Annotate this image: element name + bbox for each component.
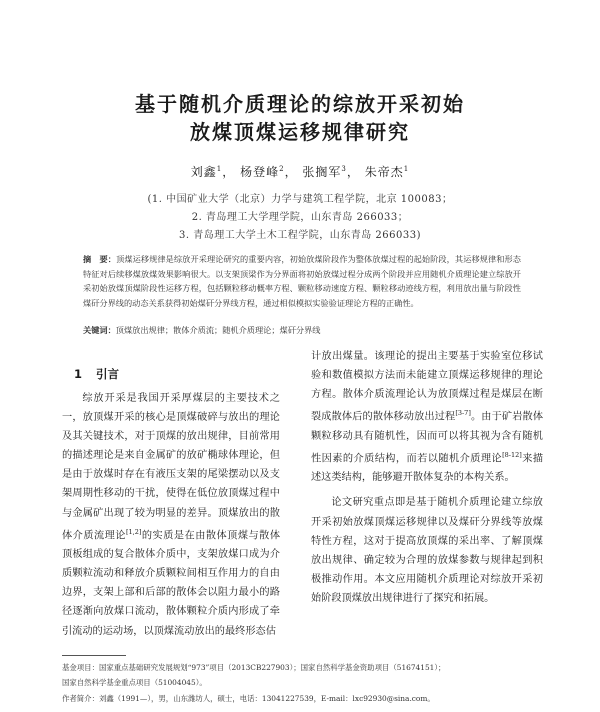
footnote-funding: 基金项目：国家重点基础研究发展规划“973”项目（2013CB227903）；国家自然科学基金资助项目（51674151）； xyxy=(62,663,446,672)
affiliation-2: 2. 青岛理工大学理学院，山东青岛 266033； xyxy=(191,212,409,223)
body-column-right xyxy=(311,347,543,608)
keywords-text: 顶煤放出规律；散体介质流；随机介质理论；煤矸分界线 xyxy=(115,325,321,335)
body-paragraph xyxy=(62,389,280,641)
author-affiliation-mark: 2 xyxy=(279,165,285,173)
author-affiliation-mark: 3 xyxy=(341,165,347,173)
body-text: 计放出煤量。该理论的提出主要基于实验室位移试验和数值模拟方法而未能建立顶煤运移规律的理论方程。散体介质流理论认为放顶煤过程是煤层在断裂成散体后的散体移动放出过程 xyxy=(311,351,543,423)
abstract xyxy=(83,252,521,310)
paper-title-line-1: 基于随机介质理论的综放开采初始 xyxy=(135,92,465,116)
citation: [1,2] xyxy=(125,527,142,536)
author-affiliation-mark: 1 xyxy=(216,165,223,173)
author-name: 朱帝杰 xyxy=(364,165,404,179)
section-heading xyxy=(74,366,119,382)
section-number: 1 xyxy=(74,367,83,381)
keywords xyxy=(83,325,521,336)
body-text: 。由于矿岩散体颗粒移动具有随机性，因而可以将其视为含有随机性因素的介质结构，而若以随机介质理论 xyxy=(311,411,544,465)
footnote-divider xyxy=(62,655,126,656)
affiliation-1: (1. 中国矿业大学（北京）力学与建筑工程学院，北京 100083； xyxy=(147,194,453,205)
abstract-label: 摘 要： xyxy=(83,254,117,264)
body-text: 来描述这类结构，能够避开散体复杂的本构关系。 xyxy=(311,453,544,484)
affiliation-3: 3. 青岛理工大学土木工程学院，山东青岛 266033) xyxy=(179,230,421,241)
author-name: 张搁军 xyxy=(302,165,342,179)
abstract-text: 顶煤运移规律是综放开采理论研究的重要内容，初始放煤阶段作为整体放煤过程的起始阶段，其运移规律和形态特征对后续移煤放煤效果影响很大。以支架顶梁作为分界面将初始放煤过程分成两个阶段并应用随机介质理论建立综放开采初始放煤顶煤阶段性运移方程，包括颗粒移动概率方程、颗粒移动速度方程、颗粒移动迹线方程，利用放出量与阶段性煤矸分界线的动态关系获得初始煤矸分界线方程，通过相似模拟实验验证理论方程的正确性。 xyxy=(83,254,521,308)
body-text: 的实质是在由散体顶煤与散体顶板组成的复合散体介质中，支架放煤口成为介质颗粒流动和释放介质颗粒间相互作用力的自由边界，支架上部和后部的散体会以阻力最小的路径逐渐向放煤口流动，散体颗粒介质内形成了牵引流动的运动场，以顶煤流动放出的最终形态估 xyxy=(62,530,281,637)
author-name: 刘鑫 xyxy=(190,165,217,179)
body-paragraph: 论文研究重点即是基于随机介质理论建立综放开采初始放煤顶煤运移规律以及煤矸分界线等放煤特性方程，这对于提高放顶煤的采出率、了解顶煤放出规律、确定较为合理的放煤参数与规律起到积极推动作用。本文应用随机介质理论对综放开采初始阶段顶煤放出规律进行了探究和拓展。 xyxy=(311,497,543,604)
author-affiliation-mark: 1 xyxy=(403,165,410,173)
footnote-funding-cont: 国家自然科学基金重点项目（51004045）。 xyxy=(62,678,207,687)
section-title: 引言 xyxy=(96,367,120,381)
body-paragraph xyxy=(311,347,543,487)
body-text: 综放开采是我国开采厚煤层的主要技术之一，放顶煤开采的核心是顶煤破碎与放出的理论及其关键技术，对于顶煤的放出规律，目前常用的描述理论是来自金属矿的放矿椭球体理论，但是由于放煤时存在有液压支架的尾梁摆动以及支架周期性移动的干扰，使得在低位放顶煤过程中与金属矿出现了较为明显的差异。顶煤放出的散体介质流理论 xyxy=(62,393,280,542)
paper-title-line-2: 放煤顶煤运移规律研究 xyxy=(190,120,410,144)
author-list: 刘鑫$^1$， 杨登峰$^2$， 张搁军$^3$， 朱帝杰$^1$ xyxy=(190,165,410,179)
author-name: 杨登峰 xyxy=(240,165,280,179)
keywords-label: 关键词： xyxy=(83,325,116,335)
body-column-left xyxy=(62,389,280,641)
footnote-author-bio: 作者简介：刘鑫（1991—），男，山东潍坊人，硕士，电话：13041227539，E-mail：lxc92930@sina.com。 xyxy=(62,694,435,703)
citation: [3-7] xyxy=(455,409,471,418)
citation: [8-12] xyxy=(502,450,522,459)
